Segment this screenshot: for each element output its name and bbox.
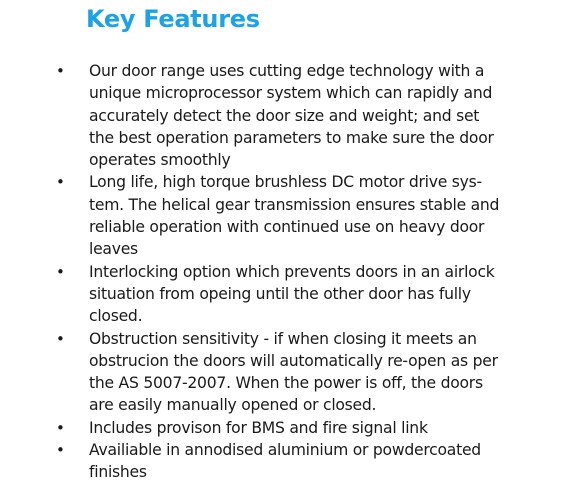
feature-line: Our door range uses cutting edge technology with a [89,62,485,80]
feature-line: leaves [89,240,138,259]
feature-line: Long life, high torque brushless DC motor drive sys- [89,173,482,192]
bullet-icon: • [56,441,65,460]
feature-list [0,60,573,484]
bullet-icon: • [56,418,65,437]
bullet-icon: • [56,262,65,281]
feature-line: the AS 5007-2007. When the power is off, the doors [89,374,483,393]
feature-line: situation from opeing until the other door has fully [89,284,471,303]
feature-line: the best operation parameters to make sure the door [89,128,494,147]
key-features-heading: Key Features [86,5,260,33]
feature-line: reliable operation with continued use on heavy door [89,218,485,237]
feature-line: operates smoothly [89,151,231,170]
feature-line: tem. The helical gear transmission ensures stable and [89,195,500,214]
feature-line: obstrucion the doors will automatically re-open as per [89,351,498,370]
feature-line: Availiable in annodised aluminium or powdercoated [89,441,481,460]
feature-line: closed. [89,307,143,326]
feature-line: finishes [89,463,147,482]
feature-item-obstruction-sensitivity [0,328,573,417]
bullet-icon: • [56,62,65,80]
feature-item-finishes [0,439,573,484]
feature-line: are easily manually opened or closed. [89,396,377,415]
bullet-icon: • [56,329,65,348]
feature-item-microprocessor [0,60,573,171]
feature-item-interlocking [0,261,573,328]
feature-line: Obstruction sensitivity - if when closing it meets an [89,329,477,348]
feature-line: accurately detect the door size and weight; and set [89,106,480,125]
feature-item-motor-drive [0,171,573,260]
feature-line: unique microprocessor system which can rapidly and [89,84,493,103]
feature-line: Includes provison for BMS and fire signal link [89,418,428,437]
feature-item-bms-fire-signal [0,417,573,439]
bullet-icon: • [56,173,65,192]
feature-line: Interlocking option which prevents doors in an airlock [89,262,495,281]
